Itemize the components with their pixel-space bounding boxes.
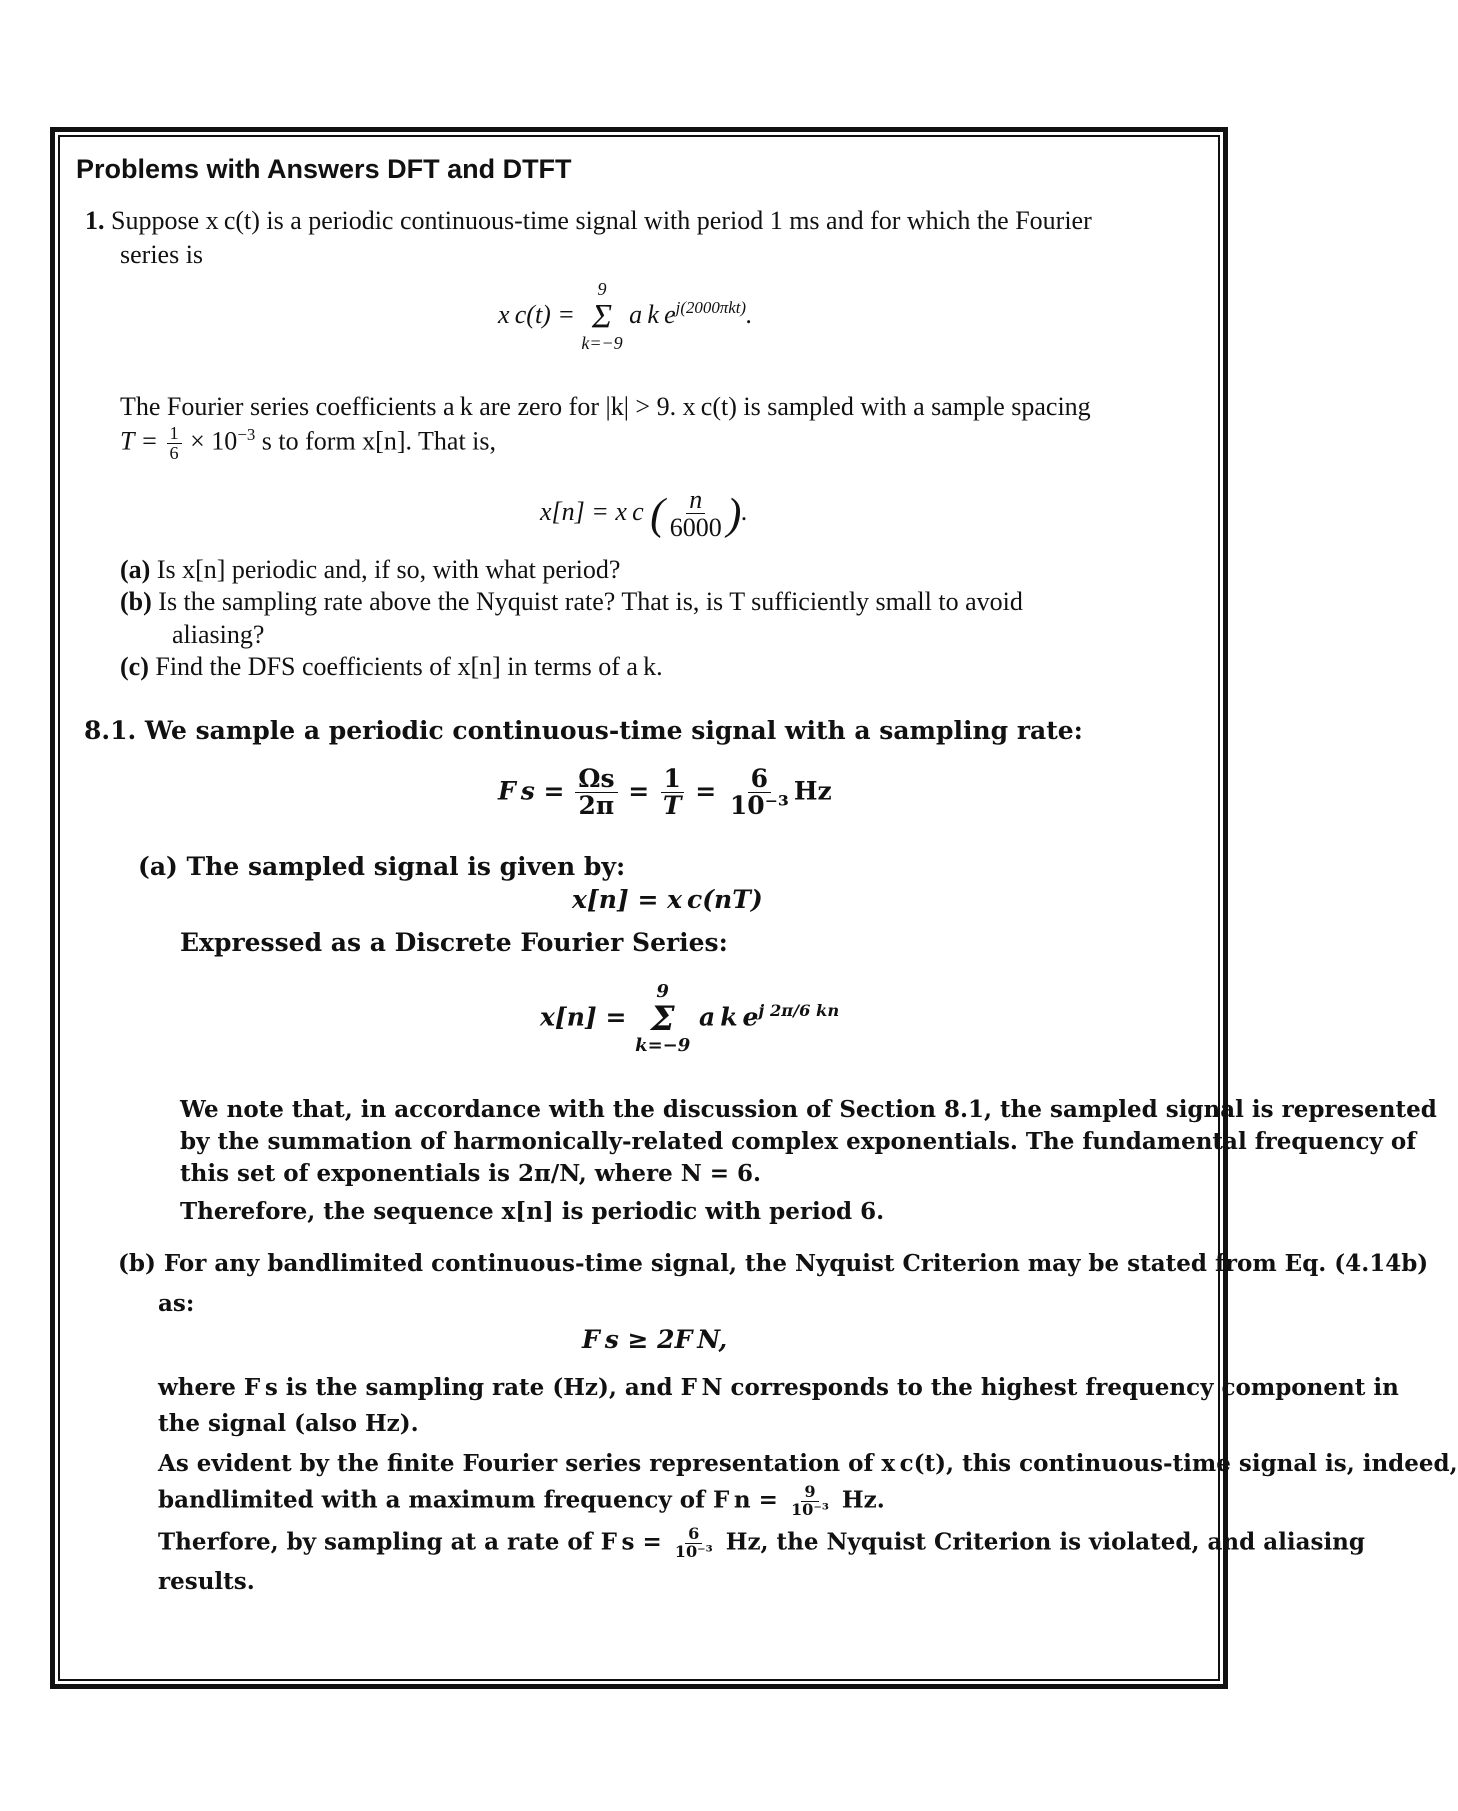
part-c-label: (c) [120, 652, 149, 681]
b-line1: (b) For any bandlimited continuous-time signal, the Nyquist Criterion may be stated from Eq. (4.14b) [118, 1250, 1429, 1277]
b-p3-line2: results. [158, 1568, 255, 1595]
eq2-lhs: x[n] = x c [540, 496, 644, 526]
fraction-1-t: $\frac{1}{T}$ [660, 766, 685, 820]
b-line2: as: [158, 1290, 195, 1317]
b-p3-text-b: Hz, the Nyquist Criterion is violated, and aliasing [725, 1528, 1365, 1556]
part-c-text: Find the DFS coefficients of x[n] in terms of a k. [155, 652, 663, 681]
equation-xn-xc: x[n] = x c(nT) [572, 885, 763, 914]
b-p3-line1 [158, 1526, 1365, 1561]
dfs-term: a k e [699, 1002, 759, 1032]
b-p1-line1: where F s is the sampling rate (Hz), and F N corresponds to the highest frequency component in [158, 1374, 1399, 1401]
part-b-text: Is the sampling rate above the Nyquist rate? That is, is T sufficiently small to avoid [158, 587, 1023, 616]
para-exp: −3 [237, 424, 256, 444]
eq1-term: a k e [629, 299, 676, 329]
fraction-6-10-b: $\frac{6}{\text{10⁻³}}$ [674, 1524, 713, 1561]
solution-number: 8.1. [84, 716, 137, 745]
fs-lhs: F s = [498, 776, 565, 806]
summation: 9 Σ k=−9 [581, 279, 623, 353]
note-line3: this set of exponentials is 2π/N, where N = 6. [180, 1160, 762, 1187]
eq1-exponent: j(2000πkt) [675, 298, 747, 318]
fraction-omega: $\frac{\Omega s}{2\pi}$ [575, 766, 617, 820]
part-a-text: Is x[n] periodic and, if so, with what period? [156, 555, 621, 584]
fs-unit: Hz [793, 776, 832, 806]
equation-sampled: x[n] = x c ( $\frac{n}{6000}$ ). [540, 485, 748, 543]
part-b [120, 587, 1023, 617]
fraction-9-10: $\frac{9}{\text{10⁻³}}$ [790, 1482, 829, 1519]
b-p3-text-a: Therfore, by sampling at a rate of F s = [158, 1528, 662, 1556]
para-rest: s to form x[n]. That is, [261, 426, 497, 456]
equation-dfs [540, 982, 839, 1056]
b-p2-line2 [158, 1484, 885, 1519]
sum-upper: 9 [597, 279, 607, 299]
solution-heading [84, 716, 1083, 745]
part-b-label: (b) [120, 587, 152, 616]
para-times: × 10 [190, 426, 238, 456]
fs-eq2: = [628, 776, 650, 806]
eq1-lhs: x c(t) = [498, 299, 575, 329]
problem-intro-line2: series is [120, 240, 204, 269]
sum-lower: k=−9 [581, 332, 623, 353]
note-line4: Therefore, the sequence x[n] is periodic with period 6. [180, 1198, 885, 1225]
equation-nyquist: F s ≥ 2F N, [582, 1325, 728, 1354]
dfs-lhs: x[n] = [540, 1002, 627, 1032]
solution-a-label: (a) The sampled signal is given by: [138, 852, 626, 881]
dfs-upper: 9 [656, 981, 669, 1002]
equation-sampling-rate [498, 766, 832, 820]
dfs-label: Expressed as a Discrete Fourier Series: [180, 928, 728, 957]
b-p2-line1: As evident by the finite Fourier series representation of x c(t), this continuous-time signal is, indeed, [158, 1450, 1458, 1477]
dfs-summation: 9 Σ k=−9 [635, 981, 691, 1056]
dfs-exponent: j 2π/6 kn [758, 1000, 840, 1020]
dfs-lower: k=−9 [635, 1034, 691, 1056]
part-a-label: (a) [120, 555, 151, 584]
b-p2-unit: Hz. [841, 1486, 885, 1514]
eq2-end: . [741, 496, 748, 526]
problem-para-line1: The Fourier series coefficients a k are zero for |k| > 9. x c(t) is sampled with a sample spacing [120, 392, 1091, 421]
page-title: Problems with Answers DFT and DTFT [76, 154, 572, 184]
note-line2: by the summation of harmonically-related complex exponentials. The fundamental frequency of [180, 1128, 1417, 1155]
note-line1: We note that, in accordance with the discussion of Section 8.1, the sampled signal is represented [180, 1096, 1437, 1123]
fs-eq3: = [695, 776, 717, 806]
b-p1-line2: the signal (also Hz). [158, 1410, 419, 1437]
problem-para-line2 [120, 424, 496, 463]
problem-intro-line1: Suppose x c(t) is a periodic continuous-time signal with period 1 ms and for which the Fourier [111, 206, 1092, 235]
fraction-n-6000: $\frac{n}{6000}$ [669, 485, 722, 543]
part-c [120, 652, 663, 682]
fraction-one-sixth: $\frac{1}{6}$ [167, 424, 182, 463]
problem-number: 1. [85, 206, 105, 235]
solution-heading-text: We sample a periodic continuous-time signal with a sampling rate: [144, 716, 1083, 745]
b-p2-text: bandlimited with a maximum frequency of F n = [158, 1486, 778, 1514]
equation-fourier-series [498, 280, 753, 354]
problem-intro [85, 206, 1092, 236]
part-b-cont: aliasing? [172, 620, 265, 649]
para-t: T = [120, 426, 159, 456]
fraction-6-10: $\frac{6}{\text{10⁻³}}$ [729, 764, 789, 821]
eq1-end: . [746, 299, 753, 329]
part-a [120, 555, 620, 585]
